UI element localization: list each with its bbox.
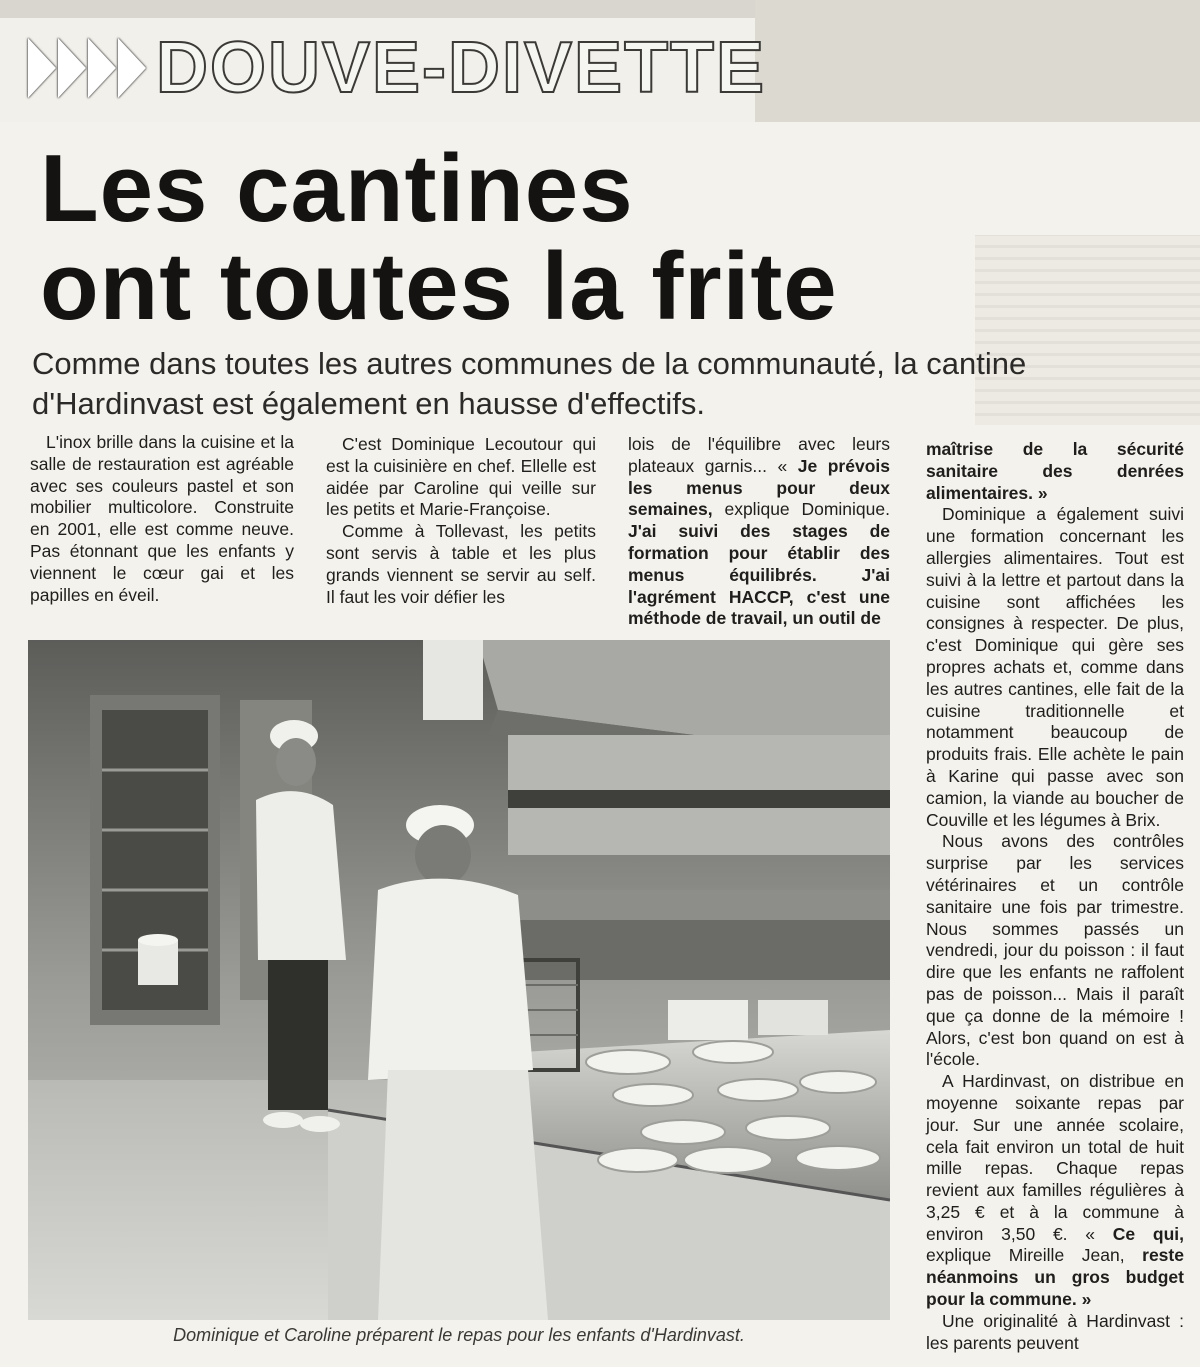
text-run: A Hardinvast, on distribue en moyenne soixante repas par jour. Sur une année scolaire, cela fait environ un total de huit mille repas. Chaque repas revient aux familles régulières à 3,25 € et à la commune à environ 3,50 €. «: [926, 1071, 1184, 1244]
quote-bold: Ce qui,: [1112, 1223, 1184, 1244]
kitchen-photo: [28, 640, 890, 1320]
paragraph: L'inox brille dans la cuisine et la salle de restauration est agréable avec ses couleurs pastel et son mobilier multicolore. Construite en 2001, elle est comme neuve. Pas étonnant que les enfants y viennent le cœur gai et les papilles en éveil.: [30, 432, 294, 605]
paragraph: [926, 439, 1184, 504]
kitchen-photo-illustration: [28, 640, 890, 1320]
paragraph: Dominique a également suivi une formation concernant les allergies alimentaires. Tout est suivi à la lettre et partout dans la cuisine sont affichées les consignes à respecter. De plus, c'est Dominique qui gère ses propres achats et, comme dans les autres cantines, elle fait de la cuisine traditionnelle et notamment beaucoup de produits frais. Elle achète le pain à Karine qui passe avec son camion, la viande au boucher de Couville et les légumes à Brix.: [926, 504, 1184, 830]
headline: [40, 135, 838, 340]
paragraph: C'est Dominique Lecoutour qui est la cuisinière en chef. Ellelle est aidée par Caroline qui veille sur les petits et Marie-Françoise.: [326, 434, 596, 520]
section-banner: [28, 26, 766, 110]
article-column-3: [628, 434, 890, 630]
photo-caption: Dominique et Caroline préparent le repas pour les enfants d'Hardinvast.: [173, 1325, 745, 1345]
quote-bold: reste néanmoins un gros budget pour la commune. »: [926, 1245, 1184, 1310]
quote-bold: J'ai suivi des stages de formation pour établir des menus équilibrés. J'ai l'agrément HACCP, c'est une méthode de travail, un outil de: [628, 521, 890, 629]
paragraph: Une originalité à Hardinvast : les parents peuvent: [926, 1310, 1184, 1353]
article-column-1: [30, 432, 294, 606]
paragraph: [628, 434, 890, 630]
text-run: explique Dominique.: [724, 499, 890, 520]
chevron-arrows-icon: [28, 38, 146, 98]
paragraph: Comme à Tollevast, les petits sont servis à table et les plus grands viennent se servir au self. Il faut les voir défier les: [326, 521, 596, 607]
text-run: explique Mireille Jean,: [926, 1245, 1125, 1266]
quote-bold: maîtrise de la sécurité sanitaire des denrées alimentaires. »: [926, 439, 1184, 503]
headline-line-1: Les cantines: [40, 135, 634, 242]
section-name: DOUVE-DIVETTE: [156, 28, 767, 108]
headline-line-2: ont toutes la frite: [40, 233, 838, 340]
article-column-4: [926, 439, 1184, 1354]
article-column-2: [326, 434, 596, 608]
lead-paragraph: Comme dans toutes les autres communes de la communauté, la cantine d'Hardinvast est également en hausse d'effectifs.: [32, 346, 1027, 421]
quote-bold: Je prévois les menus pour deux semaines,: [628, 455, 890, 520]
paragraph: [926, 1071, 1184, 1311]
text-run: lois de l'équilibre avec leurs plateaux garnis... «: [628, 434, 890, 476]
paragraph: Nous avons des contrôles surprise par les services vétérinaires et un contrôle sanitaire une fois par trimestre. Nous sommes passés un vendredi, jour du poisson : il faut dire que les enfants ne raffolent pas de poisson... Mais il paraît que ça donne de la mémoire ! Alors, c'est bon quand on est à l'école.: [926, 831, 1184, 1070]
